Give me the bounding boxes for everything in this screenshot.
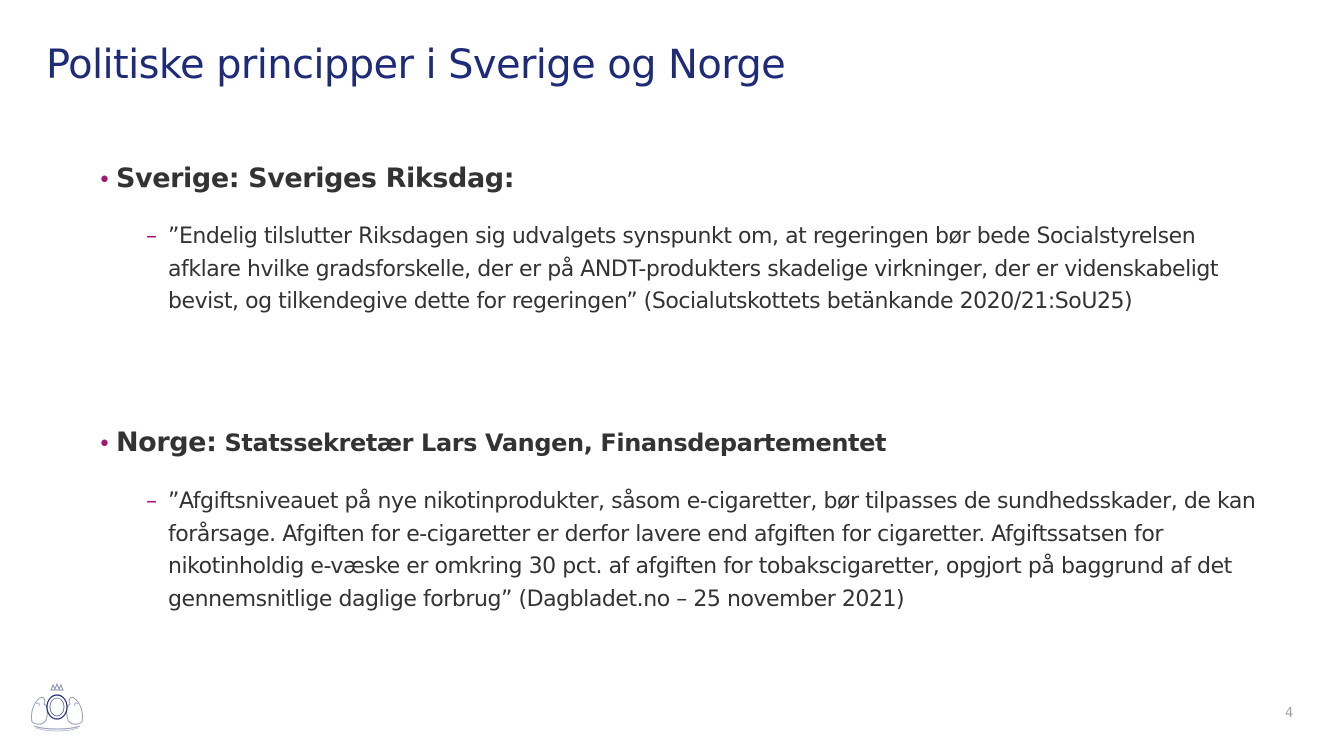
quote-sweden — [146, 221, 1266, 319]
section-subheading: Statssekretær Lars Vangen, Finansdepartementet — [224, 429, 887, 457]
quote-text: ”Afgiftsniveauet på nye nikotinprodukter, såsom e-cigaretter, bør tilpasses de sundhedsskader, de kan forårsage. Afgiften for e-cigaretter er derfor lavere end afgiften for cigaretter. Afgiftssatsen for nikotinholdig e-væske er omkring 30 pct. af afgiften for tobakscigaretter, opgjort på baggrund af det gennemsnitlige daglige forbrug” (Dagbladet.no – 25 november 2021) — [168, 489, 1256, 612]
section-norway — [98, 427, 886, 458]
slide-title: Politiske principper i Sverige og Norge — [46, 42, 786, 88]
bullet-icon: • — [98, 432, 111, 457]
dash-icon: – — [146, 489, 157, 514]
crest-logo-icon — [26, 682, 88, 732]
section-heading: Norge: — [115, 427, 217, 458]
quote-norway — [146, 486, 1266, 616]
section-sweden — [98, 163, 514, 194]
section-heading: Sverige: Sveriges Riksdag: — [115, 163, 515, 194]
page-number: 4 — [1285, 706, 1294, 721]
dash-icon: – — [146, 224, 157, 249]
bullet-icon: • — [98, 168, 111, 193]
quote-text: ”Endelig tilslutter Riksdagen sig udvalgets synspunkt om, at regeringen bør bede Socialstyrelsen afklare hvilke gradsforskelle, der er på ANDT-produkters skadelige virkninger, der er videnskabeligt bevist, og tilkendegive dette for regeringen” (Socialutskottets betänkande 2020/21:SoU25) — [168, 224, 1219, 314]
